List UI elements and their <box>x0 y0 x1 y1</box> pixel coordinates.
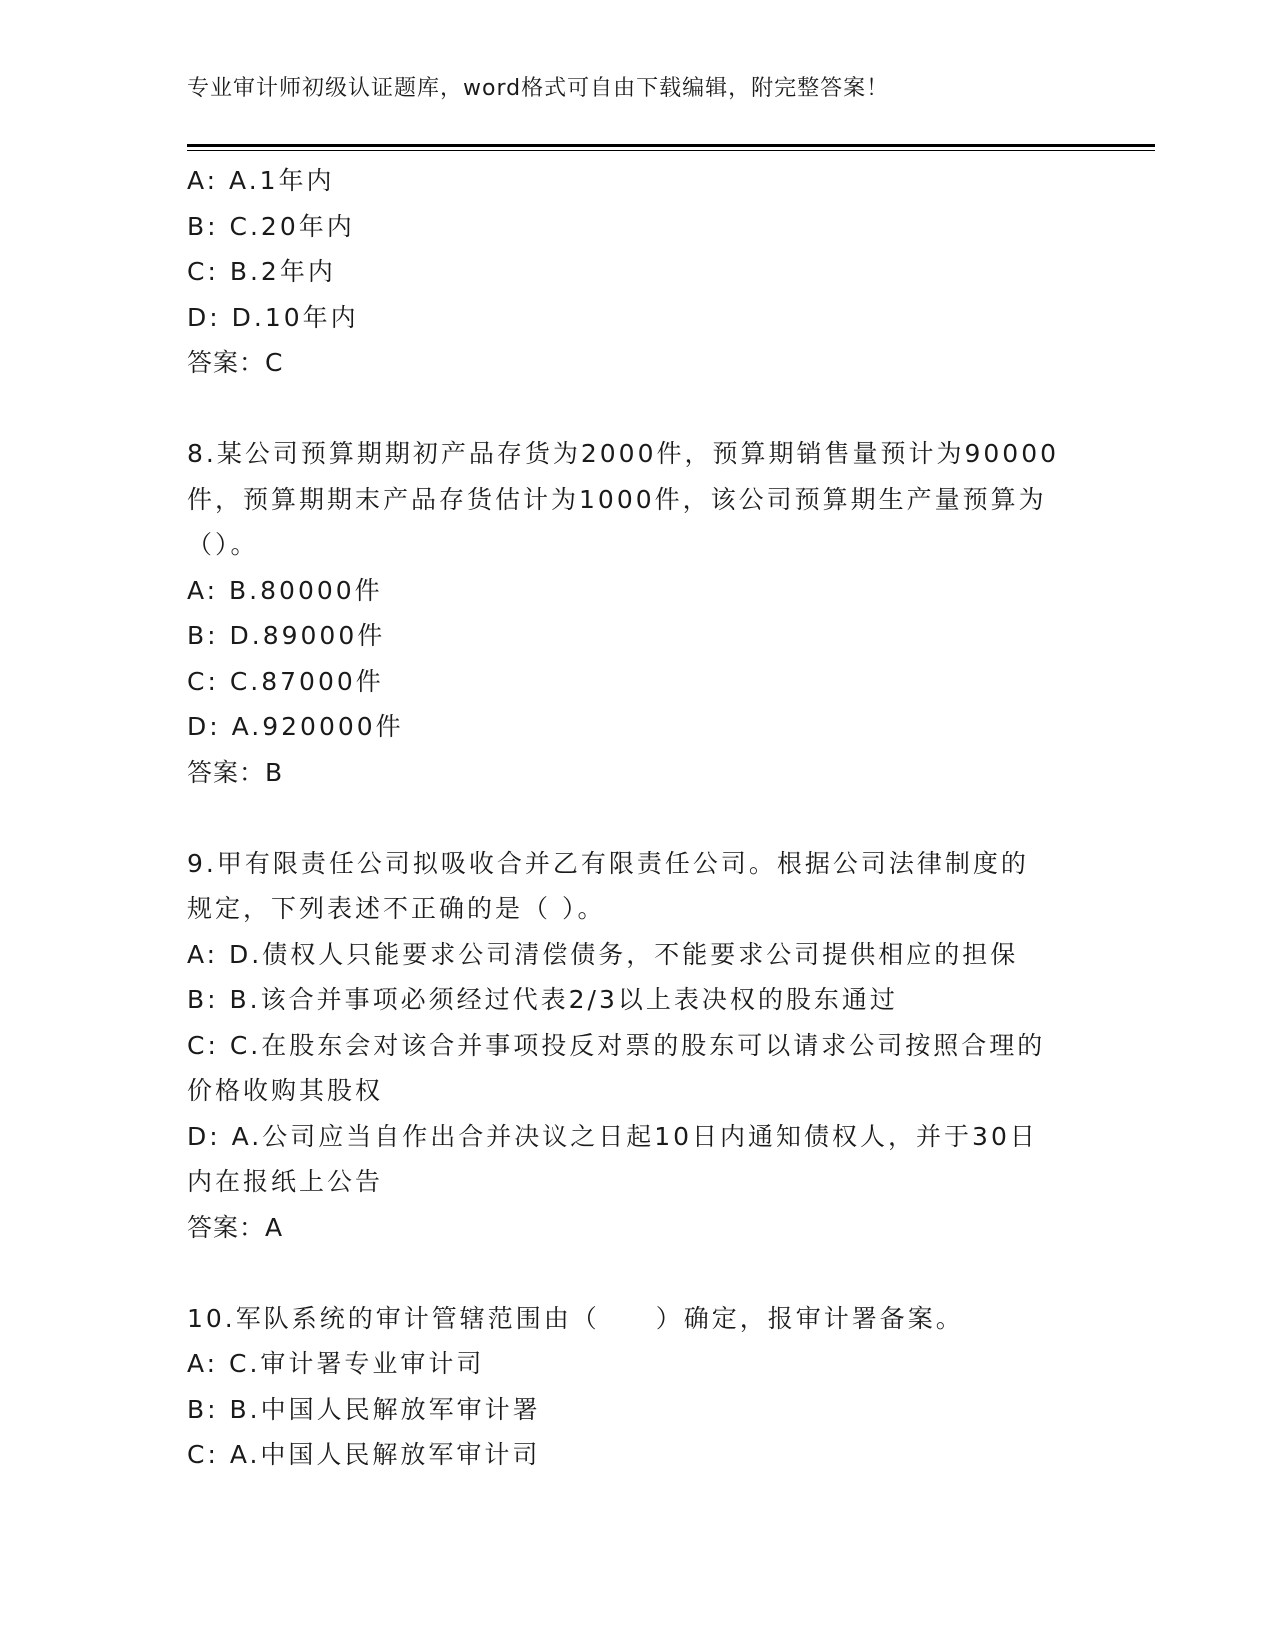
answer-line: 答案：B <box>187 757 284 787</box>
question-9 <box>187 841 1087 1251</box>
option-line: D: A.公司应当自作出合并决议之日起10日内通知债权人，并于30日 <box>187 1121 1038 1151</box>
question-7 <box>187 158 1087 386</box>
answer-line: 答案：A <box>187 1212 284 1242</box>
question-10 <box>187 1296 1087 1478</box>
option-line: C: C.87000件 <box>187 666 384 696</box>
option-line: B: B.中国人民解放军审计署 <box>187 1394 541 1424</box>
header-rule-thick <box>187 144 1155 147</box>
option-line: C: B.2年内 <box>187 257 336 286</box>
option-line: C: A.中国人民解放军审计司 <box>187 1440 541 1469</box>
option-line: A: C.审计署专业审计司 <box>187 1349 485 1378</box>
option-line: D: A.920000件 <box>187 712 404 741</box>
question-text-line: 10.军队系统的审计管辖范围由（ ）确定，报审计署备案。 <box>187 1303 964 1333</box>
option-line: C: C.在股东会对该合并事项投反对票的股东可以请求公司按照合理的 <box>187 1030 1046 1060</box>
option-line: A: B.80000件 <box>187 575 383 605</box>
option-line: B: B.该合并事项必须经过代表2/3以上表决权的股东通过 <box>187 985 898 1014</box>
header-rule-thin <box>187 150 1155 151</box>
question-text-line: （）。 <box>187 530 259 559</box>
question-text-line: 件，预算期期末产品存货估计为1000件，该公司预算期生产量预算为 <box>187 484 1047 514</box>
document-body <box>187 158 1087 1478</box>
option-line: A: D.债权人只能要求公司清偿债务，不能要求公司提供相应的担保 <box>187 939 1019 969</box>
option-line: 价格收购其股权 <box>187 1076 384 1105</box>
spacer <box>187 1250 1087 1296</box>
option-line: B: C.20年内 <box>187 211 355 241</box>
answer-line: 答案：C <box>187 348 284 377</box>
spacer <box>187 795 1087 841</box>
question-text-line: 规定，下列表述不正确的是（ ）。 <box>187 894 606 923</box>
option-line: A: A.1年内 <box>187 166 335 195</box>
spacer <box>187 386 1087 432</box>
option-line: D: D.10年内 <box>187 302 359 332</box>
question-8 <box>187 431 1087 795</box>
question-text-line: 8.某公司预算期期初产品存货为2000件，预算期销售量预计为90000 <box>187 439 1060 468</box>
question-text-line: 9.甲有限责任公司拟吸收合并乙有限责任公司。根据公司法律制度的 <box>187 848 1029 878</box>
page-header: 专业审计师初级认证题库，word格式可自由下载编辑，附完整答案！ <box>187 76 890 101</box>
option-line: B: D.89000件 <box>187 621 386 650</box>
option-line: 内在报纸上公告 <box>187 1167 384 1196</box>
